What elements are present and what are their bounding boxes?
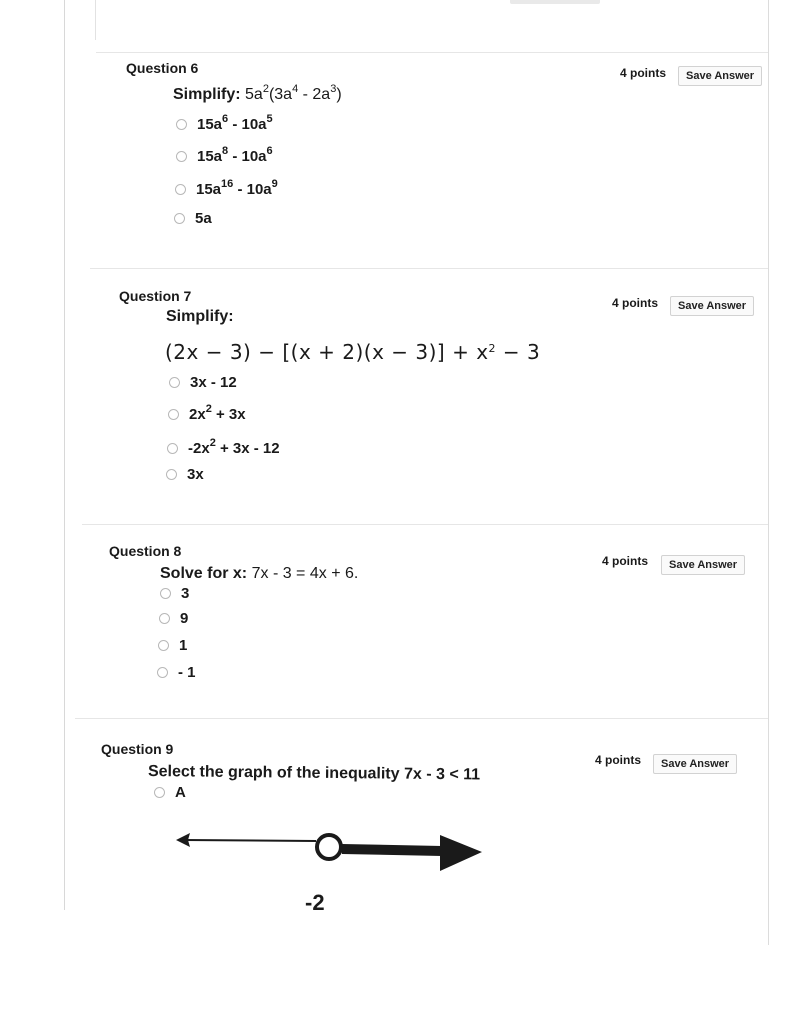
answer-choice[interactable] bbox=[176, 145, 273, 165]
right-arrow-head-icon bbox=[440, 835, 482, 871]
answer-choice[interactable] bbox=[160, 585, 189, 602]
points-label: 4 points bbox=[602, 554, 649, 568]
question-title: Question 8 bbox=[109, 543, 182, 559]
question-title: Question 7 bbox=[119, 288, 192, 304]
radio-button[interactable] bbox=[168, 409, 179, 420]
top-header-fragment bbox=[510, 0, 600, 4]
prompt-expression: $5a^2(3a^4 - 2a^3)$ bbox=[245, 83, 342, 103]
graph-point-label: -2 bbox=[305, 890, 325, 915]
solution-ray bbox=[342, 844, 442, 856]
question-title: Question 9 bbox=[101, 741, 174, 757]
question-divider bbox=[96, 52, 768, 53]
page-left-edge bbox=[64, 0, 65, 910]
radio-button[interactable] bbox=[166, 469, 177, 480]
answer-choice[interactable] bbox=[168, 403, 246, 423]
points-label: 4 points bbox=[612, 296, 659, 310]
choice-label: 1 bbox=[179, 637, 188, 654]
question-divider bbox=[90, 268, 768, 269]
page-right-edge bbox=[768, 0, 769, 945]
radio-button[interactable] bbox=[157, 667, 168, 678]
save-answer-button[interactable]: Save Answer bbox=[670, 296, 754, 316]
choice-label: A bbox=[175, 784, 186, 801]
answer-choice[interactable] bbox=[159, 610, 188, 627]
prompt-label: Simplify: bbox=[166, 308, 234, 325]
answer-choice[interactable] bbox=[166, 466, 204, 483]
number-line-graph bbox=[170, 820, 490, 880]
radio-button[interactable] bbox=[158, 640, 169, 651]
answer-choice[interactable] bbox=[167, 437, 280, 457]
answer-choice[interactable] bbox=[175, 178, 278, 198]
question-divider bbox=[75, 718, 768, 719]
choice-label: $15a^{16} - 10a^9$ bbox=[196, 178, 278, 198]
prompt-expression: 7x - 3 = 4x + 6. bbox=[251, 565, 359, 582]
choice-label: 3 bbox=[181, 585, 190, 602]
question-formula: $(2x - 3) - [(x + 2)(x - 3)] + x^2 - 3$ bbox=[165, 340, 541, 364]
radio-button[interactable] bbox=[160, 588, 171, 599]
choice-label: $15a^6 - 10a^5$ bbox=[197, 113, 273, 133]
left-arrow-head-icon bbox=[176, 833, 190, 847]
question-prompt bbox=[160, 565, 358, 583]
radio-button[interactable] bbox=[176, 151, 187, 162]
radio-button[interactable] bbox=[175, 184, 186, 195]
points-label: 4 points bbox=[620, 66, 667, 80]
prompt-label: Simplify: bbox=[173, 86, 241, 103]
radio-button[interactable] bbox=[169, 377, 180, 388]
choice-label: - 1 bbox=[178, 664, 196, 681]
answer-choice[interactable] bbox=[174, 210, 212, 227]
choice-label: 3x bbox=[187, 466, 204, 483]
choice-label: 3x - 12 bbox=[190, 374, 237, 391]
radio-button[interactable] bbox=[174, 213, 185, 224]
answer-choice[interactable] bbox=[176, 113, 273, 133]
answer-choice[interactable] bbox=[158, 637, 187, 654]
choice-label: $-2x^2 + 3x - 12$ bbox=[188, 437, 280, 457]
radio-button[interactable] bbox=[167, 443, 178, 454]
answer-choice[interactable] bbox=[154, 784, 186, 801]
page-left-edge-top bbox=[95, 0, 96, 40]
save-answer-button[interactable]: Save Answer bbox=[678, 66, 762, 86]
points-label: 4 points bbox=[595, 753, 642, 767]
question-divider bbox=[82, 524, 768, 525]
question-prompt bbox=[173, 83, 342, 104]
answer-choice[interactable] bbox=[157, 664, 196, 681]
radio-button[interactable] bbox=[154, 787, 165, 798]
choice-label: $15a^8 - 10a^6$ bbox=[197, 145, 273, 165]
open-circle-point bbox=[317, 835, 341, 859]
choice-label: 5a bbox=[195, 210, 212, 227]
save-answer-button[interactable]: Save Answer bbox=[661, 555, 745, 575]
prompt-label: Solve for x: bbox=[160, 565, 248, 582]
radio-button[interactable] bbox=[176, 119, 187, 130]
question-prompt: Select the graph of the inequality 7x - 3 < 11 bbox=[147, 763, 481, 784]
number-line bbox=[184, 840, 316, 841]
choice-label: $2x^2 + 3x$ bbox=[189, 403, 246, 423]
answer-choice[interactable] bbox=[169, 374, 237, 391]
choice-label: 9 bbox=[180, 610, 189, 627]
save-answer-button[interactable]: Save Answer bbox=[653, 754, 737, 774]
question-title: Question 6 bbox=[126, 60, 199, 76]
radio-button[interactable] bbox=[159, 613, 170, 624]
